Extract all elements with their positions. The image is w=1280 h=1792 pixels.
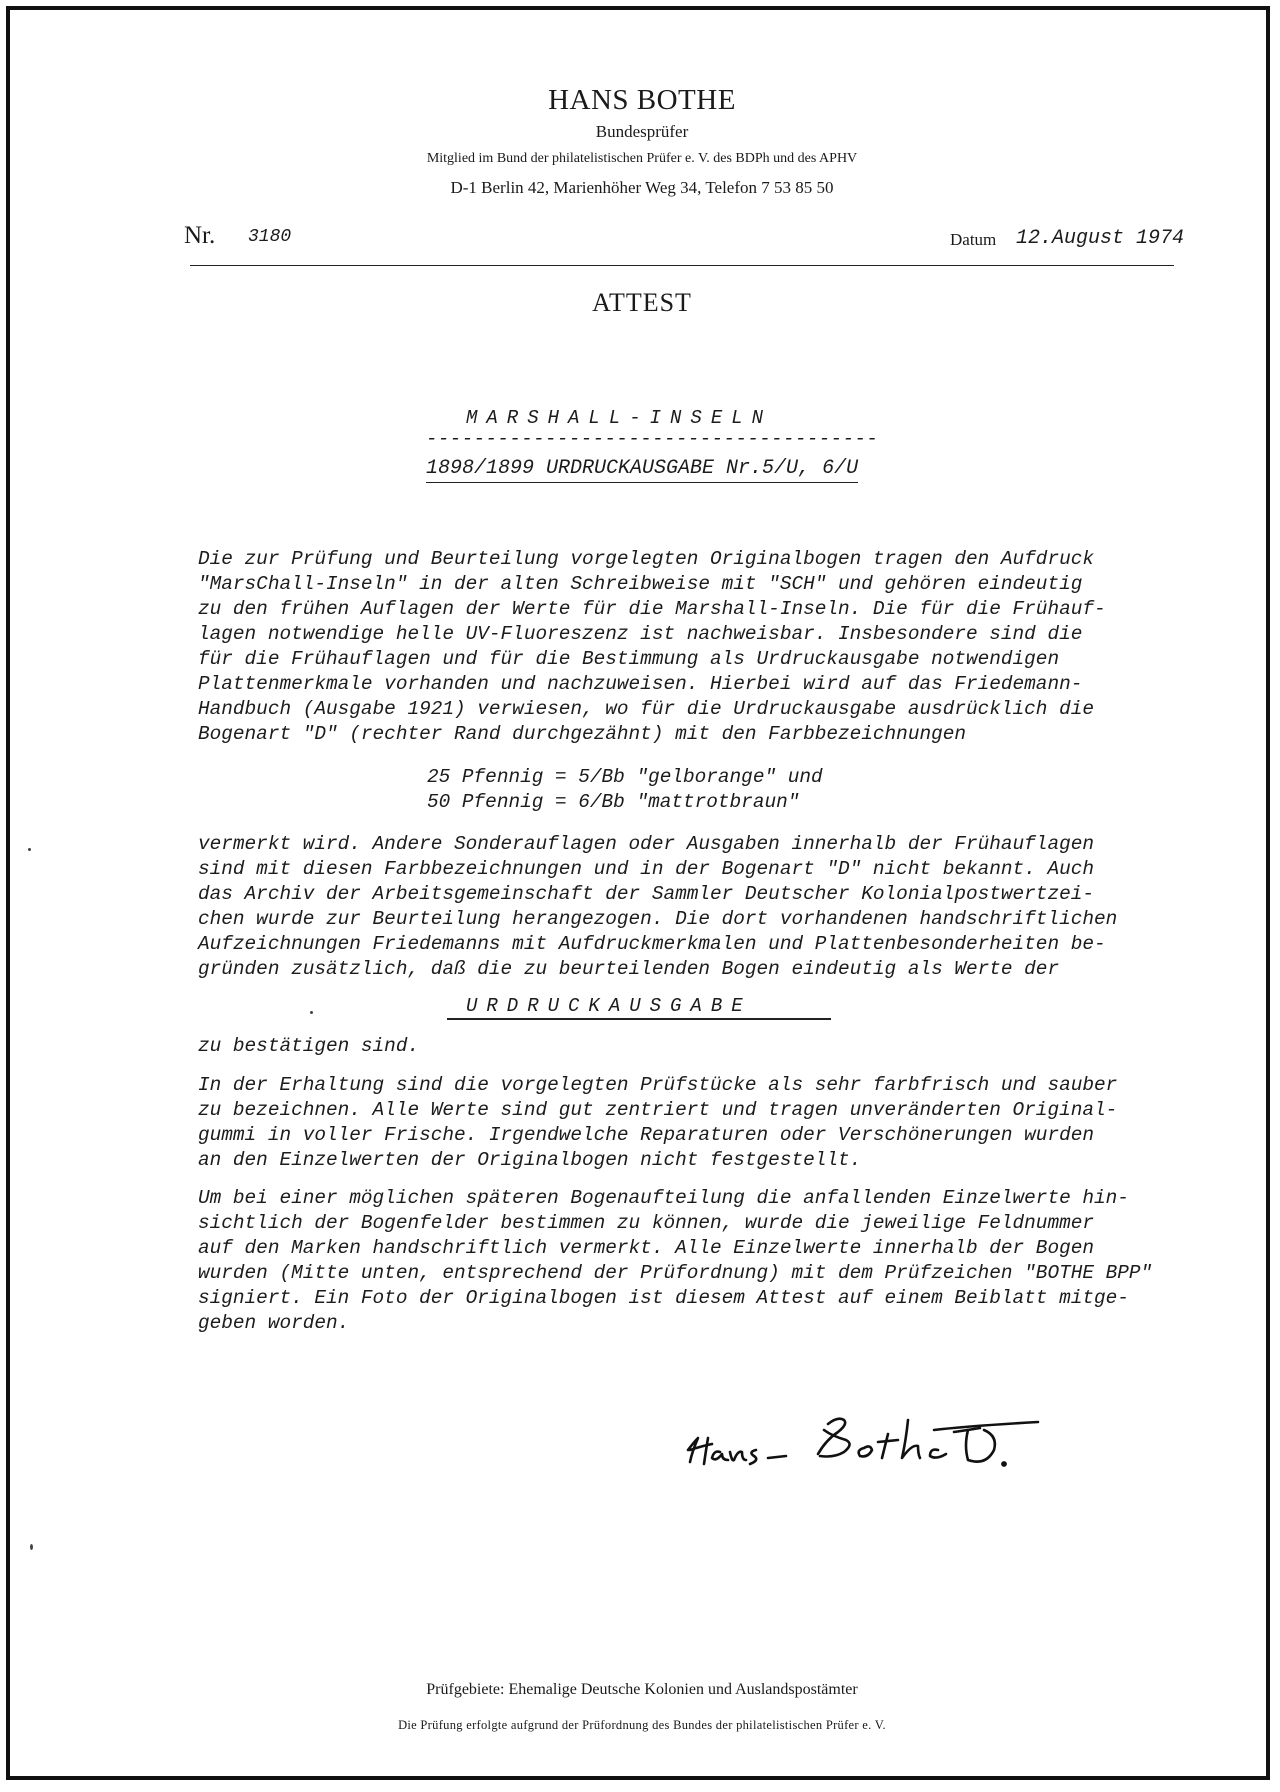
value-line: 25 Pfennig = 5/Bb "gelborange" und — [427, 766, 823, 788]
scan-speck — [28, 848, 31, 851]
date-label: Datum — [950, 230, 997, 249]
date-value: 12.August 1974 — [1016, 227, 1185, 250]
body-line: sichtlich der Bogenfelder bestimmen zu können, wurde die jeweilige Feldnummer — [198, 1212, 1094, 1234]
body-line: sind mit diesen Farbbezeichnungen und in der Bogenart "D" nicht bekannt. Auch — [198, 858, 1094, 880]
subject-issue: 1898/1899 URDRUCKAUSGABE Nr.5/U, 6/U — [426, 457, 858, 483]
scan-speck — [30, 1544, 33, 1550]
header-rule — [190, 265, 1174, 266]
examiner-title: Bundesprüfer — [595, 122, 689, 141]
body-line: Plattenmerkmale vorhanden und nachzuweisen. Hierbei wird auf das Friedemann- — [198, 673, 1083, 695]
subject-dashes: -------------------------------------- — [426, 428, 879, 450]
body-line: zu bezeichnen. Alle Werte sind gut zentriert und tragen unveränderten Original- — [198, 1099, 1118, 1121]
footer-fields: Prüfgebiete: Ehemalige Deutsche Kolonien und Auslandspostämter — [426, 1681, 858, 1698]
value-line: 50 Pfennig = 6/Bb "mattrotbraun" — [427, 791, 800, 813]
examiner-name: HANS BOTHE — [548, 84, 736, 116]
body-line: wurden (Mitte unten, entsprechend der Prüfordnung) mit dem Prüfzeichen "BOTHE BPP" — [198, 1262, 1153, 1284]
body-line: zu bestätigen sind. — [198, 1035, 420, 1057]
body-line: Aufzeichnungen Friedemanns mit Aufdruckmerkmalen und Plattenbesonderheiten be- — [198, 933, 1106, 955]
scan-speck — [310, 1011, 313, 1014]
body-line: Bogenart "D" (rechter Rand durchgezähnt) mit den Farbbezeichnungen — [198, 723, 966, 745]
body-line: chen wurde zur Beurteilung herangezogen. Die dort vorhandenen handschriftlichen — [198, 908, 1118, 930]
subject-country: MARSHALL-INSELN — [466, 407, 773, 429]
body-line: vermerkt wird. Andere Sonderauflagen oder Ausgaben innerhalb der Frühauflagen — [198, 833, 1094, 855]
certificate-number: 3180 — [248, 227, 292, 247]
handwritten-signature — [668, 1380, 1108, 1490]
body-line: zu den frühen Auflagen der Werte für die Marshall-Inseln. Die für die Frühauf- — [198, 598, 1106, 620]
body-line: Handbuch (Ausgabe 1921) verwiesen, wo für die Urdruckausgabe ausdrücklich die — [198, 698, 1094, 720]
body-line: auf den Marken handschriftlich vermerkt. Alle Einzelwerte innerhalb der Bogen — [198, 1237, 1094, 1259]
document-heading: ATTEST — [592, 288, 692, 317]
body-line: das Archiv der Arbeitsgemeinschaft der Sammler Deutscher Kolonialpostwertzei- — [198, 883, 1094, 905]
body-line: Die zur Prüfung und Beurteilung vorgelegten Originalbogen tragen den Aufdruck — [198, 548, 1094, 570]
emphasis-underline — [447, 1018, 831, 1020]
emphasis-urdruckausgabe: URDRUCKAUSGABE — [466, 995, 752, 1017]
address-line: D-1 Berlin 42, Marienhöher Weg 34, Telefon 7 53 85 50 — [450, 178, 834, 197]
body-line: "MarsChall-Inseln" in der alten Schreibweise mit "SCH" und gehören eindeutig — [198, 573, 1083, 595]
body-line: In der Erhaltung sind die vorgelegten Prüfstücke als sehr farbfrisch und sauber — [198, 1074, 1118, 1096]
body-line: Um bei einer möglichen späteren Bogenaufteilung die anfallenden Einzelwerte hin- — [198, 1187, 1129, 1209]
body-line: für die Frühauflagen und für die Bestimmung als Urdruckausgabe notwendigen — [198, 648, 1060, 670]
body-line: an den Einzelwerten der Originalbogen nicht festgestellt. — [198, 1149, 862, 1171]
body-line: geben worden. — [198, 1312, 350, 1334]
body-line: gründen zusätzlich, daß die zu beurteilenden Bogen eindeutig als Werte der — [198, 958, 1060, 980]
body-line: lagen notwendige helle UV-Fluoreszenz ist nachweisbar. Insbesondere sind die — [198, 623, 1083, 645]
certificate-number-label: Nr. — [184, 222, 216, 249]
certificate-page — [6, 6, 1270, 1780]
body-line: signiert. Ein Foto der Originalbogen ist diesem Attest auf einem Beiblatt mitge- — [198, 1287, 1129, 1309]
membership-line: Mitglied im Bund der philatelistischen Prüfer e. V. des BDPh und des APHV — [426, 151, 858, 166]
body-line: gummi in voller Frische. Irgendwelche Reparaturen oder Verschönerungen wurden — [198, 1124, 1094, 1146]
footer-regulation: Die Prüfung erfolgte aufgrund der Prüfordnung des Bundes der philatelistischen Prüfer e. V. — [398, 1718, 886, 1732]
